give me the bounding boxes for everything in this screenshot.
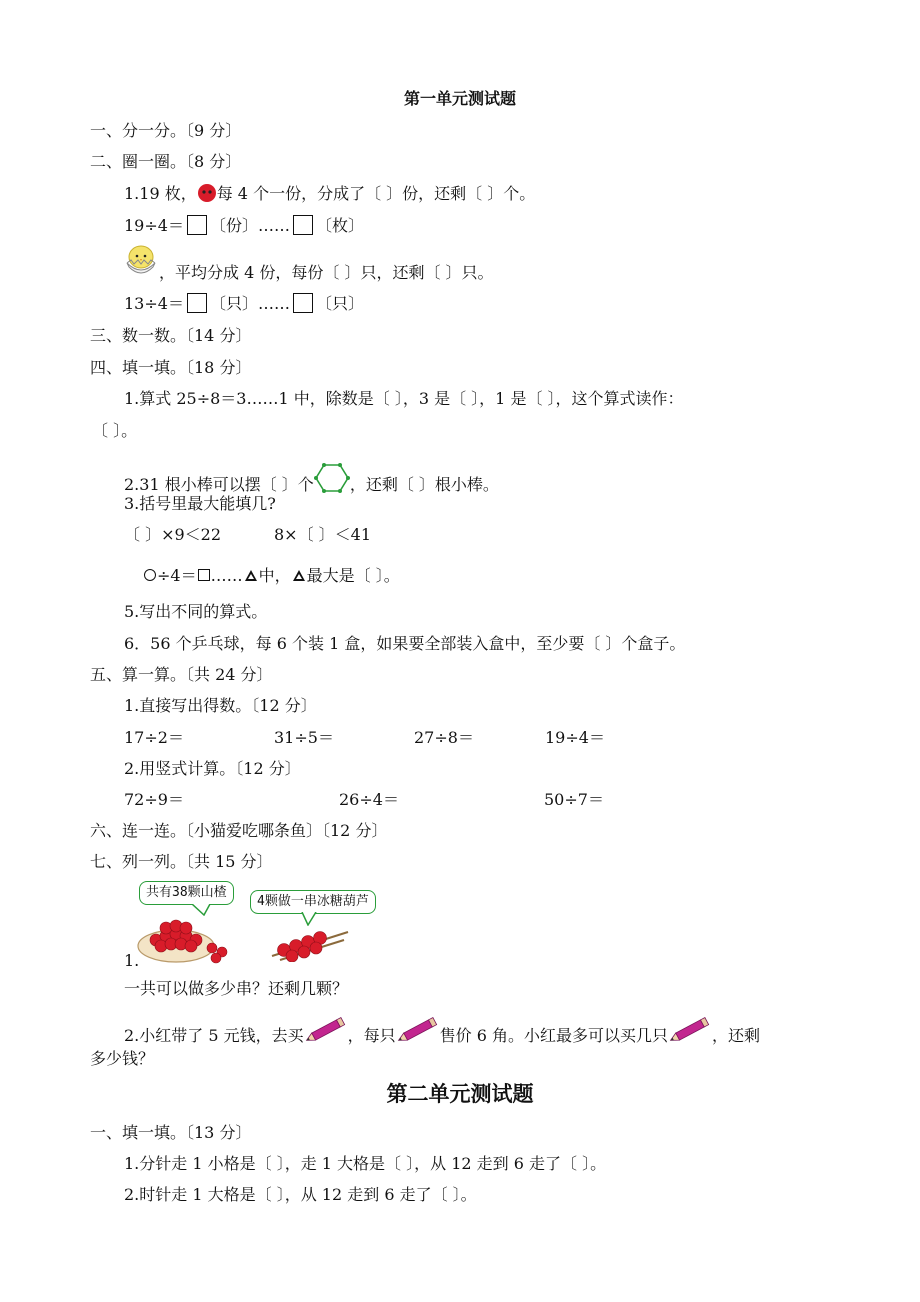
s2-q1-text-a: 1.19 枚，	[124, 184, 197, 203]
s2-equation-1	[124, 215, 364, 237]
red-bead-icon	[197, 183, 217, 203]
s5-question-2: 2.用竖式计算。〔12 分〕	[124, 759, 301, 778]
square-symbol	[198, 569, 210, 581]
answer-box[interactable]	[187, 215, 207, 235]
pencil-icon	[304, 1017, 348, 1043]
calc-item: 27÷8＝	[414, 728, 474, 747]
section-5-heading: 五、算一算。〔共 24 分〕	[90, 665, 273, 684]
section-1-heading: 一、分一分。〔9 分〕	[90, 121, 242, 140]
unit2-title: 第二单元测试题	[386, 1081, 534, 1106]
haws-skewer-icon	[270, 918, 350, 962]
triangle-symbol	[245, 570, 257, 581]
section-4-heading: 四、填一填。〔18 分〕	[90, 358, 252, 377]
pencil-icon	[396, 1017, 440, 1043]
hexagon-sticks-icon	[314, 462, 350, 494]
s7-q2-text-b: ，每只	[347, 1026, 396, 1045]
s4-question-1: 1.算式 25÷8＝3……1 中，除数是〔 〕，3 是〔 〕，1 是〔 〕，这个算式读作：	[124, 389, 684, 408]
unit2-question-2: 2.时针走 1 大格是〔 〕，从 12 走到 6 走了〔 〕。	[124, 1185, 477, 1204]
s4-question-2	[124, 462, 499, 496]
s2-equation-2	[124, 293, 364, 315]
s2-question-2: ，平均分成 4 份，每份〔 〕只，还剩〔 〕只。	[159, 263, 494, 282]
s4-q4-text-b: ……	[210, 566, 243, 585]
s2-q1-text-b: 每 4 个一份，分成了〔 〕份，还剩〔 〕个。	[216, 184, 536, 203]
s7-question-2	[124, 1017, 760, 1047]
section-2-heading: 二、圈一圈。〔8 分〕	[90, 152, 242, 171]
s7-q2-text-a: 2.小红带了 5 元钱，去买	[124, 1026, 304, 1045]
s2-question-1	[124, 183, 535, 205]
circle-symbol	[144, 569, 156, 581]
s4-question-4	[143, 565, 400, 587]
calc-item: 31÷5＝	[274, 728, 334, 747]
eq1-lhs: 19÷4＝	[124, 216, 184, 235]
vertical-calc-item: 72÷9＝	[124, 790, 184, 809]
s4-q2-text-b: ，还剩〔 〕根小棒。	[349, 475, 499, 494]
s7-question-2-continued: 多少钱？	[90, 1049, 155, 1068]
eq1-unit: 〔枚〕	[315, 216, 364, 235]
s4-q2-text-a: 2.31 根小棒可以摆〔 〕个	[124, 475, 314, 494]
s4-q4-text-a: ÷4＝	[157, 566, 197, 585]
s7-q2-text-d: ，还剩	[712, 1026, 761, 1045]
answer-box[interactable]	[293, 215, 313, 235]
s4-q3-expr-a: 〔 〕×9＜22	[124, 525, 222, 544]
triangle-symbol	[293, 570, 305, 581]
haws-plate-icon	[134, 904, 234, 966]
s4-q4-text-c: 中，	[258, 566, 291, 585]
pencil-icon	[668, 1017, 712, 1043]
s4-question-1-answer: 〔 〕。	[92, 421, 138, 440]
section-7-heading: 七、列一列。〔共 15 分〕	[90, 852, 273, 871]
eq2-unit: 〔只〕	[315, 294, 364, 313]
eq2-lhs: 13÷4＝	[124, 294, 184, 313]
s7-question-1: 一共可以做多少串？还剩几颗？	[124, 979, 349, 998]
unit1-title: 第一单元测试题	[403, 89, 516, 108]
section-6-heading: 六、连一连。〔小猫爱吃哪条鱼〕〔12 分〕	[90, 821, 388, 840]
calc-item: 17÷2＝	[124, 728, 184, 747]
s4-q3-expr-b: 8×〔 〕＜41	[274, 525, 372, 544]
eq1-mid: 〔份〕……	[209, 216, 290, 235]
vertical-calc-item: 26÷4＝	[339, 790, 399, 809]
section-3-heading: 三、数一数。〔14 分〕	[90, 326, 252, 345]
s4-question-5: 5.写出不同的算式。	[124, 602, 268, 621]
vertical-calc-item: 50÷7＝	[544, 790, 604, 809]
s7-question-1-number: 1.	[124, 951, 140, 970]
chick-icon	[123, 243, 159, 279]
answer-box[interactable]	[293, 293, 313, 313]
speech-bubble-1: 共有38颗山楂	[139, 881, 234, 905]
calc-item: 19÷4＝	[545, 728, 605, 747]
speech-bubble-2: 4颗做一串冰糖葫芦	[250, 890, 376, 914]
eq2-mid: 〔只〕……	[209, 294, 290, 313]
unit2-question-1: 1.分针走 1 小格是〔 〕，走 1 大格是〔 〕，从 12 走到 6 走了〔 〕。	[124, 1154, 607, 1173]
s4-q4-text-d: 最大是〔 〕。	[306, 566, 400, 585]
unit2-section-1-heading: 一、填一填。〔13 分〕	[90, 1123, 252, 1142]
s5-question-1: 1.直接写出得数。〔12 分〕	[124, 696, 317, 715]
s4-question-3: 3.括号里最大能填几?	[124, 494, 276, 513]
s4-question-6: 6．56 个乒乓球，每 6 个装 1 盒，如果要全部装入盒中，至少要〔 〕个盒子。	[124, 634, 686, 653]
answer-box[interactable]	[187, 293, 207, 313]
s7-q2-text-c: 售价 6 角。小红最多可以买几只	[439, 1026, 668, 1045]
